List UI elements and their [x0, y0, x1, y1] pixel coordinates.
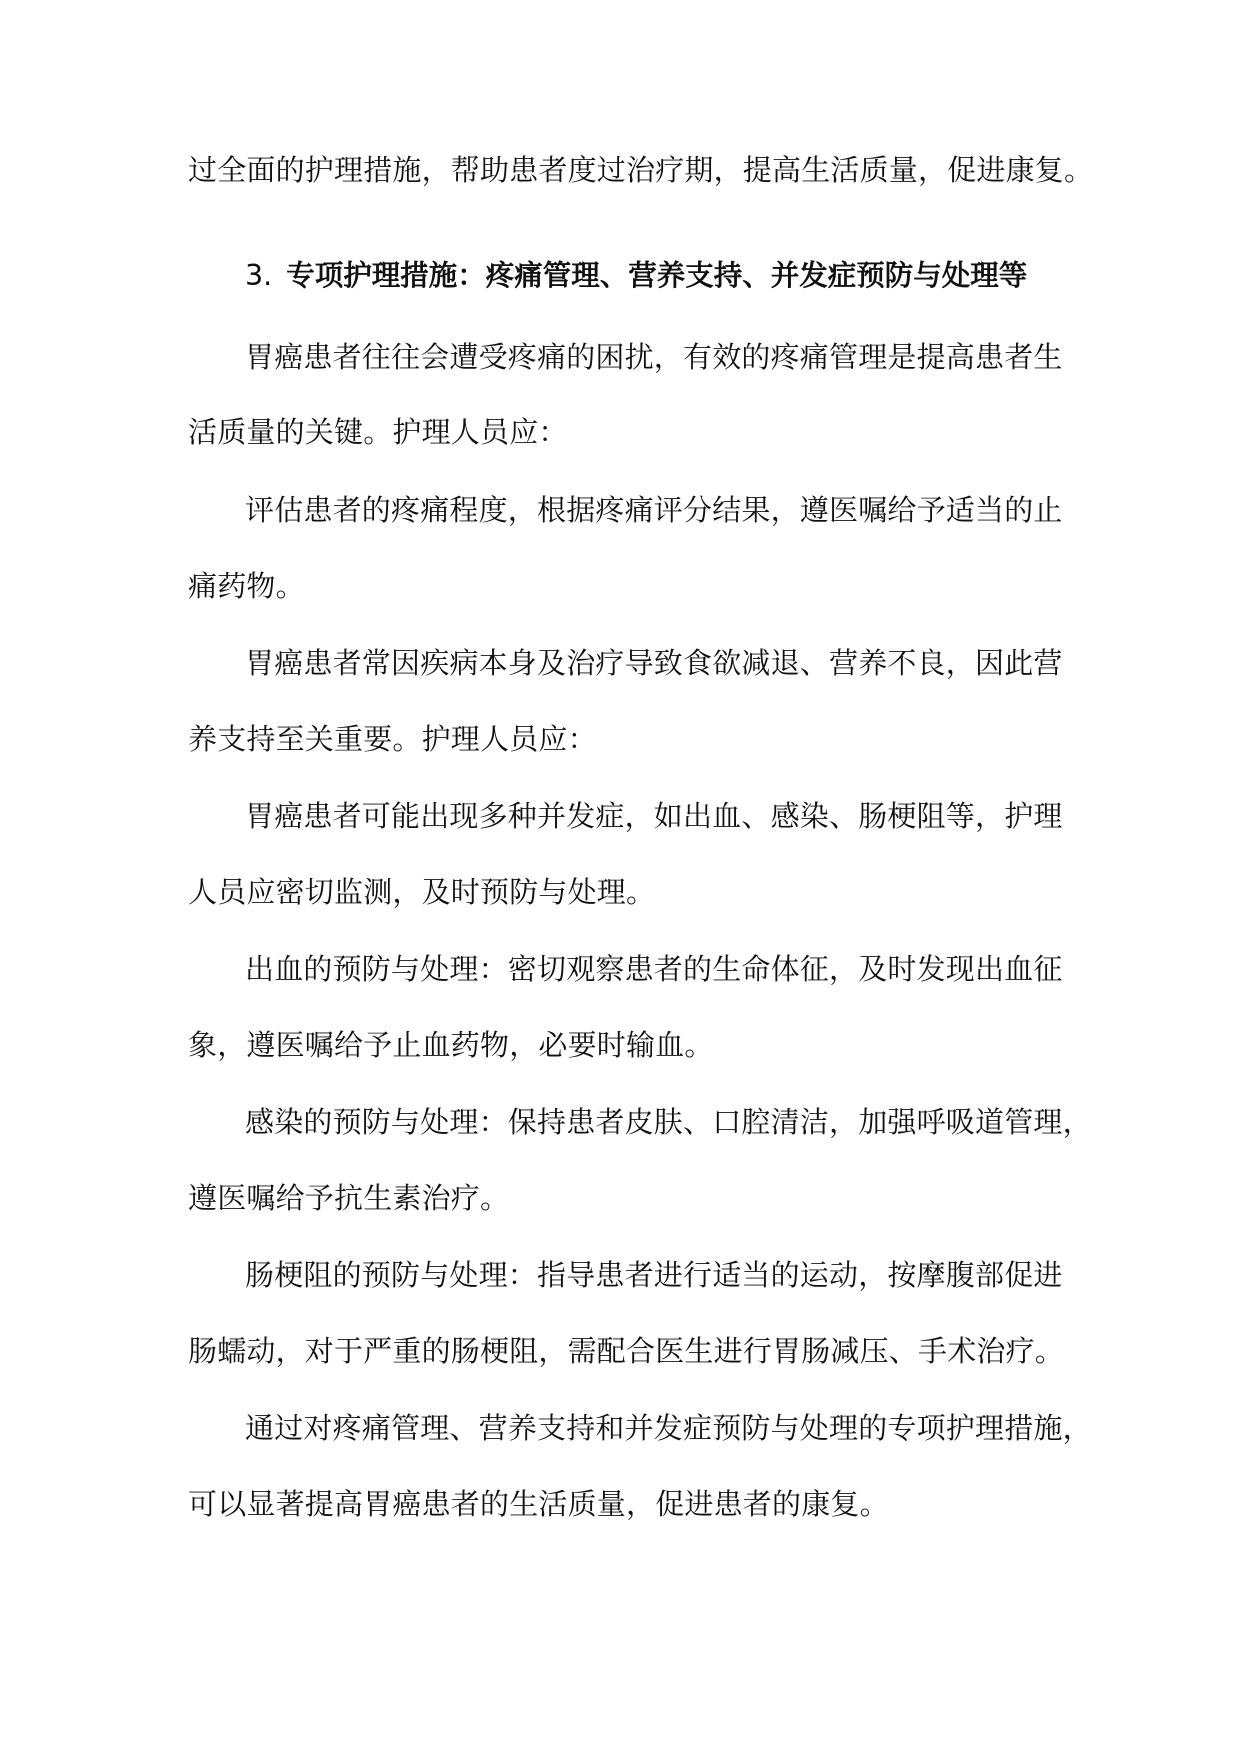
paragraph-line: 肠蠕动，对于严重的肠梗阻，需配合医生进行胃肠减压、手术治疗。: [188, 1334, 1065, 1368]
section-title: 专项护理措施：疼痛管理、营养支持、并发症预防与处理等: [286, 259, 1028, 292]
paragraph-line: 遵医嘱给予抗生素治疗。: [188, 1181, 510, 1215]
paragraph-line: 通过对疼痛管理、营养支持和并发症预防与处理的专项护理措施，: [245, 1411, 1092, 1445]
paragraph-line: 出血的预防与处理：密切观察患者的生命体征，及时发现出血征: [245, 952, 1063, 986]
paragraph-line: 可以显著提高胃癌患者的生活质量，促进患者的康复。: [188, 1487, 889, 1521]
paragraph-line: 痛药物。: [188, 569, 305, 603]
paragraph-line: 胃癌患者往往会遭受疼痛的困扰，有效的疼痛管理是提高患者生: [245, 340, 1063, 374]
paragraph-line: 感染的预防与处理：保持患者皮肤、口腔清洁，加强呼吸道管理，: [245, 1105, 1092, 1139]
paragraph-line: 人员应密切监测，及时预防与处理。: [188, 875, 656, 909]
section-heading: [245, 256, 1027, 296]
paragraph-line: 活质量的关键。护理人员应：: [188, 415, 568, 449]
paragraph-line: 胃癌患者可能出现多种并发症，如出血、感染、肠梗阻等，护理: [245, 799, 1063, 833]
intro-tail-line: 过全面的护理措施，帮助患者度过治疗期，提高生活质量，促进康复。: [188, 153, 1094, 187]
paragraph-line: 评估患者的疼痛程度，根据疼痛评分结果，遵医嘱给予适当的止: [245, 493, 1063, 527]
paragraph-line: 养支持至关重要。护理人员应：: [188, 722, 597, 756]
paragraph-line: 肠梗阻的预防与处理：指导患者进行适当的运动，按摩腹部促进: [245, 1258, 1063, 1292]
paragraph-line: 象，遵医嘱给予止血药物，必要时输血。: [188, 1028, 714, 1062]
paragraph-line: 胃癌患者常因疾病本身及治疗导致食欲减退、营养不良，因此营: [245, 646, 1063, 680]
section-number: 3.: [245, 259, 273, 292]
